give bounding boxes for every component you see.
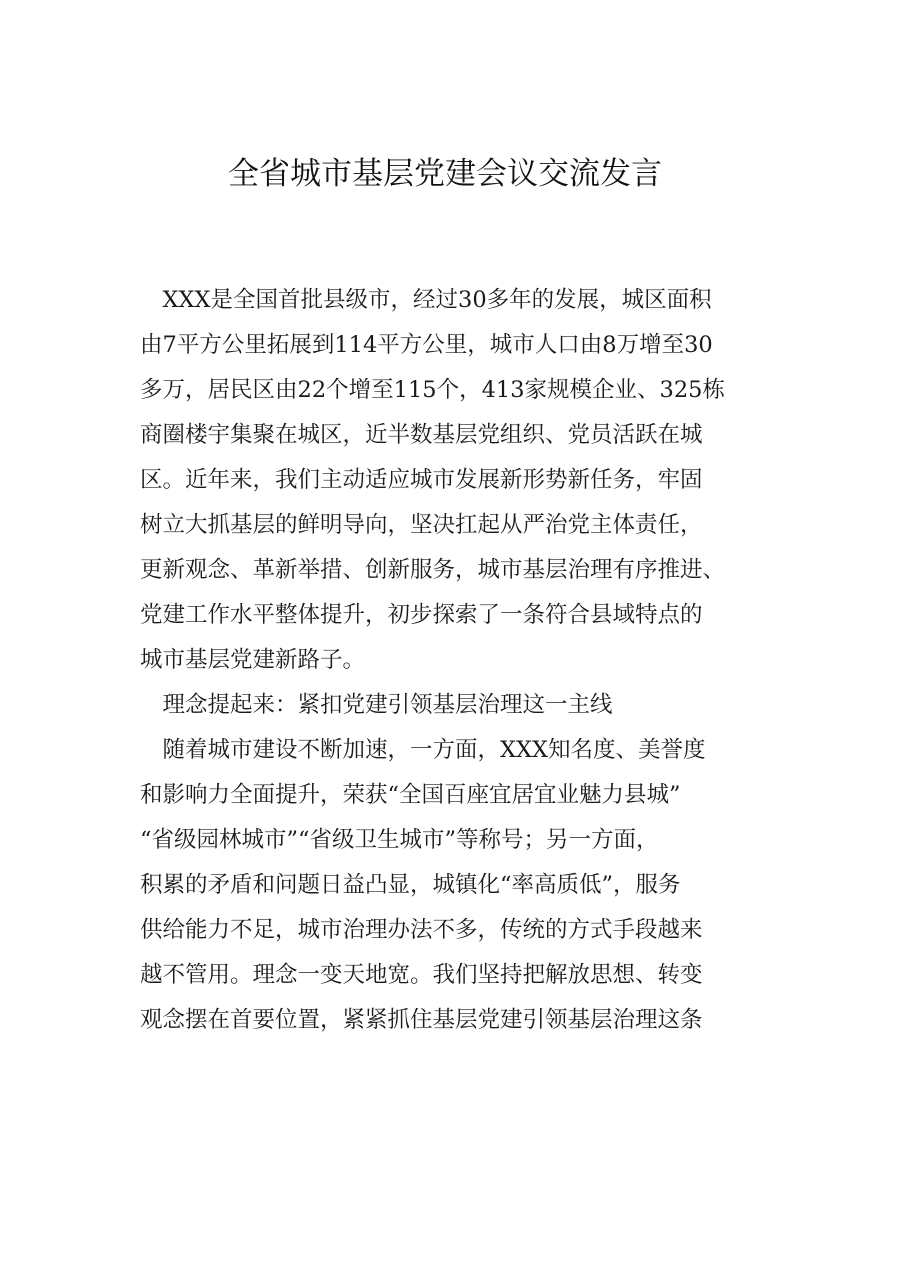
- text-line: 城市基层党建新路子。: [140, 647, 366, 673]
- document-title: 全省城市基层党建会议交流发言: [228, 156, 662, 192]
- text-line: 区。近年来，我们主动适应城市发展新形势新任务，牢固: [140, 467, 703, 493]
- text-line: 随着城市建设不断加速，一方面，XXX知名度、美誉度: [140, 737, 706, 763]
- paragraph-section-one: [140, 728, 780, 1043]
- text-line: 树立大抓基层的鲜明导向，坚决扛起从严治党主体责任，: [140, 512, 703, 538]
- text-line: 商圈楼宇集聚在城区，近半数基层党组织、党员活跃在城: [140, 422, 703, 448]
- text-line: XXX是全国首批县级市，经过30多年的发展，城区面积: [140, 287, 712, 313]
- text-line: 由7平方公里拓展到114平方公里，城市人口由8万增至30: [140, 332, 713, 358]
- paragraph-intro: [140, 278, 780, 683]
- text-line: 观念摆在首要位置，紧紧抓住基层党建引领基层治理这条: [140, 1007, 703, 1033]
- text-line: 多万，居民区由22个增至115个，413家规模企业、325栋: [140, 377, 725, 403]
- text-line: 党建工作水平整体提升，初步探索了一条符合县域特点的: [140, 602, 703, 628]
- document-body: [140, 278, 780, 1043]
- section-heading: 理念提起来：紧扣党建引领基层治理这一主线: [140, 692, 613, 718]
- text-line: 和影响力全面提升，荣获“全国百座宜居宜业魅力县城”: [140, 782, 681, 808]
- text-line: 供给能力不足，城市治理办法不多，传统的方式手段越来: [140, 917, 703, 943]
- text-line: 越不管用。理念一变天地宽。我们坚持把解放思想、转变: [140, 962, 703, 988]
- text-line: 积累的矛盾和问题日益凸显，城镇化“率高质低”，服务: [140, 872, 681, 898]
- text-line: 更新观念、革新举措、创新服务，城市基层治理有序推进、: [140, 557, 726, 583]
- text-line: “省级园林城市”“省级卫生城市”等称号；另一方面，: [140, 827, 659, 853]
